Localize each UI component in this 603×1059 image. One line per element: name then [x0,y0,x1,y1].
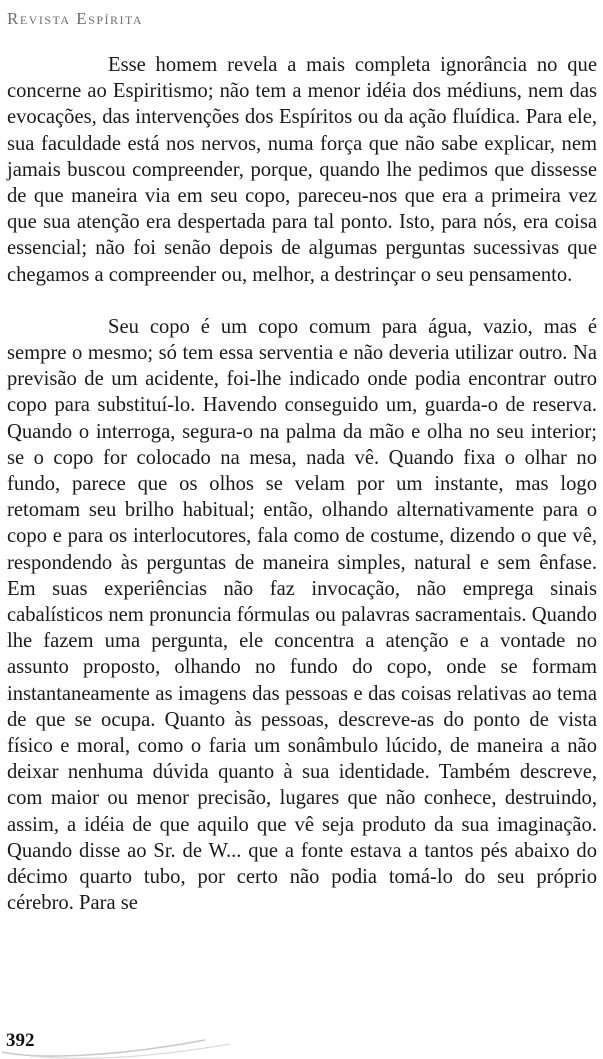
swoosh-ornament-icon [0,1026,240,1059]
paragraph-1: Esse homem revela a mais completa ignorância no que concerne ao Espiritismo; não tem a menor idéia dos médiuns, nem das evocações, das intervenções dos Espíritos ou da ação fluídica. Para ele, sua faculdade está nos nervos, numa força que não sabe explicar, nem jamais buscou compreender, porque, quando lhe pedimos que dissesse de que maneira via em seu copo, pareceu-nos que era a primeira vez que sua atenção era despertada para tal ponto. Isto, para nós, era coisa essencial; não foi senão depois de algumas perguntas sucessivas que chegamos a compreender ou, melhor, a destrinçar o seu pensamento. [7,54,597,286]
page-number: 392 [6,1030,35,1051]
page-body [7,52,597,917]
page-footer [0,1026,603,1059]
paragraph-2: Seu copo é um copo comum para água, vazio, mas é sempre o mesmo; só tem essa serventia e não deveria utilizar outro. Na previsão de um acidente, foi-lhe indicado onde podia encontrar outro copo para substituí-lo. Havendo conseguido um, guarda-o de reserva. Quando o interroga, segura-o na palma da mão e olha no seu interior; se o copo for colocado na mesa, nada vê. Quando fixa o olhar no fundo, parece que os olhos se velam por um instante, mas logo retomam seu brilho habitual; então, olhando alternativamente para o copo e para os interlocutores, fala como de costume, dizendo o que vê, respondendo às perguntas de maneira simples, natural e sem ênfase. Em suas experiências não faz invocação, não emprega sinais cabalísticos nem pronuncia fórmulas ou palavras sacramentais. Quando lhe fazem uma pergunta, ele concentra a atenção e a vontade no assunto proposto, olhando no fundo do copo, onde se formam instantaneamente as imagens das pessoas e das coisas relativas ao tema de que se ocupa. Quanto às pessoas, descreve-as do ponto de vista físico e moral, como o faria um sonâmbulo lúcido, de maneira a não deixar nenhuma dúvida quanto à sua identidade. Também descreve, com maior ou menor precisão, lugares que não conhece, destruindo, assim, a idéia de que aquilo que vê seja produto da sua imaginação. Quando disse ao Sr. de W... que a fonte estava a tantos pés abaixo do décimo quarto tubo, por certo não podia tomá-lo do seu próprio cérebro. Para se [7,315,597,915]
running-header: Revista Espírita [7,9,144,28]
